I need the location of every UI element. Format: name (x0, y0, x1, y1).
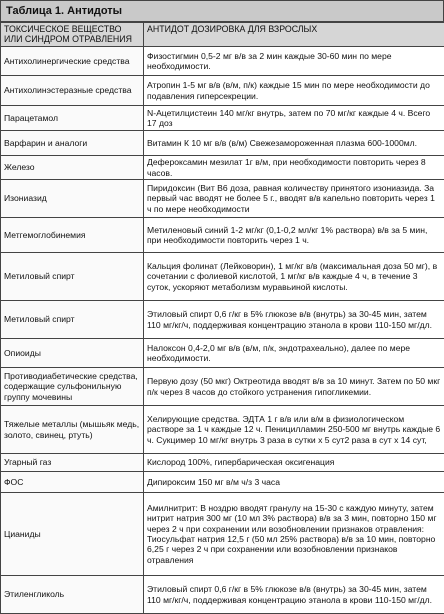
table-row (1, 368, 444, 406)
table-row (1, 218, 444, 253)
antidote-cell: Витамин К 10 мг в/в (в/м) Свежезамороженная плазма 600-1000мл. (144, 131, 444, 156)
table-row (1, 472, 444, 493)
table-row (1, 493, 444, 576)
table-row (1, 339, 444, 368)
antidote-cell: Физостигмин 0,5-2 мг в/в за 2 мин каждые 30-60 мин по мере необходимости. (144, 47, 444, 76)
substance-cell: Тяжелые металлы (мышьяк медь, золото, свинец, ртуть) (1, 406, 144, 454)
antidote-cell: Хелирующие средства. ЭДТА 1 г в/в или в/м в физиологическом растворе за 1 ч каждые 12 ч. Пеницилламин 250-500 мг внутрь каждые 6 ч. Сукцимер 10 мг/кг внутрь 3 раза в сутки х 5 сут2 раза в сут х 14 сут, (144, 406, 444, 454)
table-row (1, 180, 444, 218)
antidote-cell: Этиловый спирт 0,6 г/кг в 5% глюкозе в/в (внутрь) за 30-45 мин, затем 110 мг/кг/ч, поддерживая концентрацию этанола в крови 110-150 мг/дл. (144, 301, 444, 339)
table-row (1, 253, 444, 301)
substance-cell: Парацетамол (1, 106, 144, 131)
table-title: Таблица 1. Антидоты (0, 0, 444, 22)
antidote-cell: Дефероксамин мезилат 1г в/м, при необходимости повторить через 8 часов. (144, 156, 444, 180)
table-row (1, 454, 444, 472)
antidote-cell: Атропин 1-5 мг в/в (в/м, п/к) каждые 15 мин по мере необходимости до подавления гиперсекреции. (144, 76, 444, 106)
table-row (1, 406, 444, 454)
antidote-cell: Амилнитрит: В ноздрю вводят гранулу на 15-30 с каждую минуту, затем нитрит натрия 300 мг (10 мл 3% раствора) в/в за 3 мин, повторно 150 мг через 2 ч при сохранении или возобновлении признаков отравления: Тиосульфат натрия 12,5 г (50 мл 25% раствора) в/в за 10 мин, повторно 6,25 г через 2 ч при сохранении или возобновлении признаков отравления (144, 493, 444, 576)
table-row (1, 576, 444, 614)
table-row (1, 47, 444, 76)
substance-cell: Противодиабетические средства, содержащие сульфонильную группу мочевины (1, 368, 144, 406)
antidote-cell: N-Ацетилцистеин 140 мг/кг внутрь, затем по 70 мг/кг каждые 4 ч. Всего 17 доз (144, 106, 444, 131)
antidote-cell: Дипироксим 150 мг в/м ч/з 3 часа (144, 472, 444, 493)
antidote-cell: Кислород 100%, гипербарическая оксигенация (144, 454, 444, 472)
substance-cell: Цианиды (1, 493, 144, 576)
substance-cell: Метиловый спирт (1, 253, 144, 301)
substance-cell: Железо (1, 156, 144, 180)
table-row (1, 131, 444, 156)
substance-cell: Угарный газ (1, 454, 144, 472)
substance-cell: Метиловый спирт (1, 301, 144, 339)
substance-cell: ФОС (1, 472, 144, 493)
antidote-table (0, 22, 444, 614)
antidote-cell: Налоксон 0,4-2,0 мг в/в (в/м, п/к, эндотрахеально), далее по мере необходимости. (144, 339, 444, 368)
header-substance (1, 23, 144, 47)
substance-cell: Этиленгликоль (1, 576, 144, 614)
substance-cell: Варфарин и аналоги (1, 131, 144, 156)
header-antidote: АНТИДОТ ДОЗИРОВКА ДЛЯ ВЗРОСЛЫХ (144, 23, 444, 47)
antidote-cell: Этиловый спирт 0,6 г/кг в 5% глюкозе в/в (внутрь) за 30-45 мин, затем 110 мг/кг/ч, поддерживая концентрацию этанола в крови 110-150 мг/дл. (144, 576, 444, 614)
table-row (1, 301, 444, 339)
antidote-cell: Пиридоксин (Вит B6 доза, равная количеству принятого изониазида. За первый час вводят не более 5 г., вводят в/в капельно повторить через 1 ч по мере необходимости (144, 180, 444, 218)
table-row (1, 156, 444, 180)
antidote-cell: Кальция фолинат (Лейковорин), 1 мг/кг в/в (максимальная доза 50 мг), в сочетании с фолиевой кислотой, 1 мг/кг в/в каждые 4 ч, в течение 3 суток, ускоряют метаболизм муравьиной кислоты. (144, 253, 444, 301)
antidote-cell: Первую дозу (50 мкг) Октреотида вводят в/в за 10 минут. Затем по 50 мкг п/к через 8 часов до стойкого устранения гипогликемии. (144, 368, 444, 406)
table-row (1, 76, 444, 106)
substance-cell: Антихолинергические средства (1, 47, 144, 76)
substance-cell: Изониазид (1, 180, 144, 218)
substance-cell: Антихолинэстеразные средства (1, 76, 144, 106)
table-header-row (1, 23, 444, 47)
header-substance-line1: ТОКСИЧЕСКОЕ ВЕЩЕСТВО (4, 24, 140, 34)
antidote-cell: Метиленовый синий 1-2 мг/кг (0,1-0,2 мл/кг 1% раствора) в/в за 5 мин, при необходимости повторить через 1 ч. (144, 218, 444, 253)
table-row (1, 106, 444, 131)
substance-cell: Метгемоглобинемия (1, 218, 144, 253)
header-substance-line2: ИЛИ СИНДРОМ ОТРАВЛЕНИЯ (4, 34, 140, 44)
substance-cell: Опиоиды (1, 339, 144, 368)
